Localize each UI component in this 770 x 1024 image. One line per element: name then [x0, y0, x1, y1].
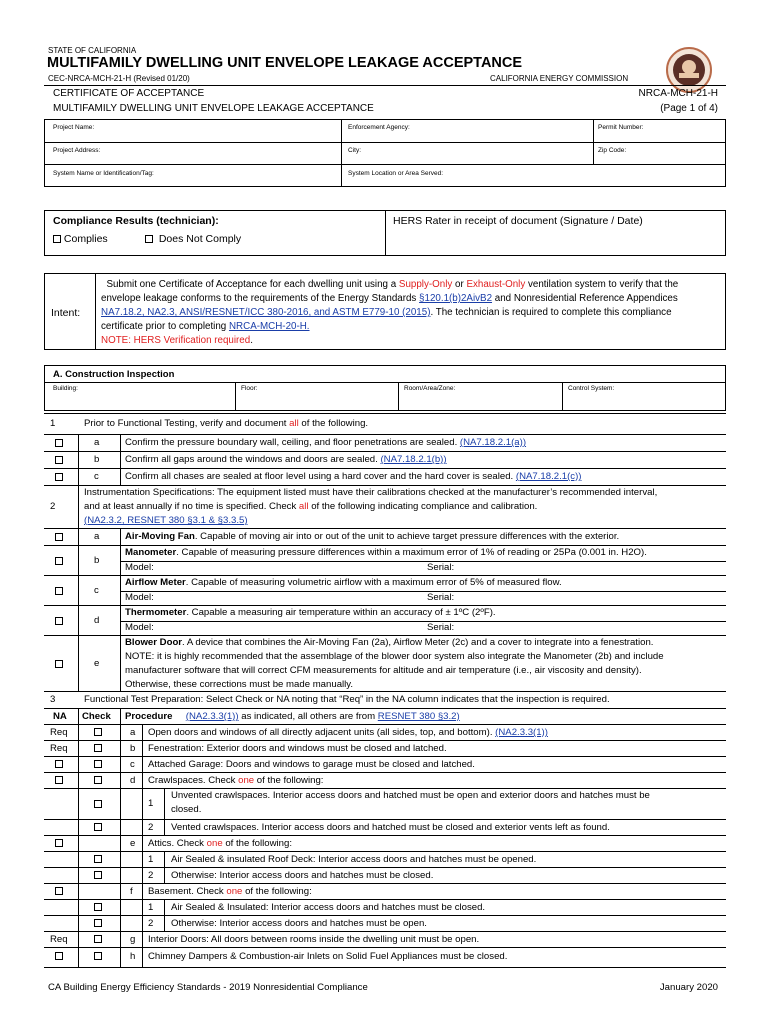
manometer-model-field[interactable]: Model:	[125, 562, 154, 573]
certificate-label: CERTIFICATE OF ACCEPTANCE	[53, 88, 205, 99]
system-location-field[interactable]: System Location or Area Served:	[348, 170, 444, 177]
thermometer-model-field[interactable]: Model:	[125, 622, 154, 633]
item-2c-text: Airflow Meter. Capable of measuring volumetric airflow with a maximum error of 5% of measured flow.	[125, 577, 562, 588]
item-2d-text: Thermometer. Capable a measuring air temperature within an accuracy of ± 1ºC (2ºF).	[125, 607, 496, 618]
item-3-number: 3	[50, 694, 56, 705]
item-3d-na-checkbox[interactable]	[55, 776, 63, 784]
permit-number-field[interactable]: Permit Number:	[598, 124, 644, 131]
enforcement-agency-field[interactable]: Enforcement Agency:	[348, 124, 410, 131]
item-3d-checkbox[interactable]	[94, 776, 102, 784]
item-3e2-text: Otherwise: Interior access doors and hatches must be closed.	[171, 870, 434, 881]
hers-note: NOTE: HERS Verification required	[101, 335, 251, 346]
item-3-text: Functional Test Preparation: Select Check or NA noting that “Req” in the NA column indicates that the inspection is required.	[84, 694, 610, 705]
city-field[interactable]: City:	[348, 147, 361, 154]
project-name-field[interactable]: Project Name:	[53, 124, 95, 131]
item-3e2-checkbox[interactable]	[94, 871, 102, 879]
complies-option[interactable]	[53, 233, 108, 245]
item-3d1-text: Unvented crawlspaces. Interior access doors and hatched must be open and exterior doors and hatches must be closed.	[171, 790, 650, 815]
page-number: (Page 1 of 4)	[660, 103, 718, 114]
item-2b-checkbox[interactable]	[55, 557, 63, 565]
item-2c-checkbox[interactable]	[55, 587, 63, 595]
item-3a-checkbox[interactable]	[94, 728, 102, 736]
intent-box	[44, 273, 726, 350]
item-1-number: 1	[50, 418, 56, 429]
project-address-field[interactable]: Project Address:	[53, 147, 101, 154]
item-3h-na-checkbox[interactable]	[55, 952, 63, 960]
item-3e1-text: Air Sealed & insulated Roof Deck: Interior access doors and hatches must be opened.	[171, 854, 537, 865]
item-3g-text: Interior Doors: All doors between rooms inside the dwelling unit must be open.	[148, 934, 480, 945]
ref-na7-18-2-1c[interactable]: (NA7.18.2.1(c))	[515, 471, 582, 482]
item-2e-text: Blower Door. A device that combines the Air-Moving Fan (2a), Airflow Meter (2c) and a cover to integrate into a fenestration. NOTE: it is highly recommended that the assemblage of the blower door system also integrate the Manometer (2b) and include manufacturer software that will correct CFM measurements for altitude and air temperature (i.e., air viscosity and density). Otherwise, these corrections must be made manually.	[125, 637, 664, 690]
building-field[interactable]: Building:	[53, 385, 78, 392]
not-comply-option[interactable]	[145, 233, 241, 245]
form-title: MULTIFAMILY DWELLING UNIT ENVELOPE LEAKAGE ACCEPTANCE	[47, 55, 523, 71]
item-1a-checkbox[interactable]	[55, 439, 63, 447]
thermometer-serial-field[interactable]: Serial:	[427, 622, 455, 633]
col-procedure-header: Procedure (NA2.3.3(1)) as indicated, all others are from RESNET 380 §3.2)	[125, 711, 460, 722]
col-na-header: NA	[53, 711, 67, 722]
item-3d1-checkbox[interactable]	[94, 800, 102, 808]
item-2d-checkbox[interactable]	[55, 617, 63, 625]
item-3g-checkbox[interactable]	[94, 935, 102, 943]
item-3a-text: Open doors and windows of all directly adjacent units (all sides, top, and bottom). (NA2.3.3(1))	[148, 727, 548, 738]
complies-checkbox[interactable]	[53, 235, 61, 243]
link-na7-18-2[interactable]: NA7.18.2, NA2.3, ANSI/RESNET/ICC 380-2016, and ASTM E779-10 (2015)	[101, 307, 431, 318]
item-2a-text: Air-Moving Fan. Capable of moving air into or out of the unit to achieve target pressure differences with the exterior.	[125, 531, 620, 542]
item-3e-text: Attics. Check one of the following:	[148, 838, 293, 849]
item-2a-checkbox[interactable]	[55, 533, 63, 541]
item-3f2-checkbox[interactable]	[94, 919, 102, 927]
item-2b-text: Manometer. Capable of measuring pressure differences within a maximum error of 1% of reading or 25Pa (0.001 in. H2O).	[125, 547, 647, 558]
system-name-field[interactable]: System Name or Identification/Tag:	[53, 170, 154, 177]
footer-date: January 2020	[659, 982, 718, 993]
room-zone-field[interactable]: Room/Area/Zone:	[404, 385, 456, 392]
ref-na7-18-2-1b[interactable]: (NA7.18.2.1(b))	[380, 454, 447, 465]
compliance-title: Compliance Results (technician):	[53, 215, 219, 227]
item-1b-checkbox[interactable]	[55, 456, 63, 464]
item-2-text: Instrumentation Specifications: The equipment listed must have their calibrations checked at the manufacturer’s recommended interval, and at least annually if no time is specified. Check all of the following indicating compliance and calibration. (NA2.3.2, RESNET 380 §3.1 & §3.3.5)	[84, 487, 658, 526]
item-1-text: Prior to Functional Testing, verify and document all of the following.	[84, 418, 369, 429]
item-3e1-checkbox[interactable]	[94, 855, 102, 863]
col-check-header: Check	[82, 711, 111, 722]
item-2e-checkbox[interactable]	[55, 660, 63, 668]
form-id: NRCA-MCH-21-H	[638, 88, 718, 99]
item-3h-text: Chimney Dampers & Combustion-air Inlets on Solid Fuel Appliances must be closed.	[148, 951, 508, 962]
ref-na2-3-2[interactable]: (NA2.3.2, RESNET 380 §3.1 & §3.3.5)	[84, 515, 248, 526]
item-3d2-checkbox[interactable]	[94, 823, 102, 831]
floor-field[interactable]: Floor:	[241, 385, 258, 392]
item-3e-na-checkbox[interactable]	[55, 839, 63, 847]
hers-signature-field[interactable]: HERS Rater in receipt of document (Signature / Date)	[393, 215, 643, 227]
req-label: Req	[50, 743, 68, 754]
compliance-box	[44, 210, 726, 256]
intent-label: Intent:	[51, 307, 81, 319]
item-3f-na-checkbox[interactable]	[55, 887, 63, 895]
airflow-model-field[interactable]: Model:	[125, 592, 154, 603]
state-label: STATE OF CALIFORNIA	[48, 46, 137, 55]
item-3b-text: Fenestration: Exterior doors and windows must be closed and latched.	[148, 743, 447, 754]
not-comply-label: Does Not Comply	[158, 233, 242, 245]
item-3d-text: Crawlspaces. Check one of the following:	[148, 775, 324, 786]
zip-code-field[interactable]: Zip Code:	[598, 147, 627, 154]
control-system-field[interactable]: Control System:	[568, 385, 615, 392]
item-3c-text: Attached Garage: Doors and windows to garage must be closed and latched.	[148, 759, 475, 770]
cec-seal-icon	[665, 46, 713, 94]
link-120-1[interactable]: §120.1(b)2AivB2	[419, 293, 493, 304]
item-3f1-text: Air Sealed & Insulated: Interior access doors and hatches must be closed.	[171, 902, 486, 913]
form-code: CEC-NRCA-MCH-21-H (Revised 01/20)	[48, 74, 190, 83]
complies-label: Complies	[63, 233, 108, 245]
ref-na7-18-2-1a[interactable]: (NA7.18.2.1(a))	[459, 437, 527, 448]
req-label: Req	[50, 934, 68, 945]
item-3f-text: Basement. Check one of the following:	[148, 886, 312, 897]
item-3b-checkbox[interactable]	[94, 744, 102, 752]
item-1a-text: Confirm the pressure boundary wall, ceiling, and floor penetrations are sealed. (NA7.18.2.1(a))	[125, 437, 527, 448]
item-3f1-checkbox[interactable]	[94, 903, 102, 911]
item-1c-checkbox[interactable]	[55, 473, 63, 481]
req-label: Req	[50, 727, 68, 738]
item-1b-text: Confirm all gaps around the windows and doors are sealed. (NA7.18.2.1(b))	[125, 454, 447, 465]
item-3c-checkbox[interactable]	[94, 760, 102, 768]
section-a-title: A. Construction Inspection	[53, 369, 175, 380]
item-1c-text: Confirm all chases are sealed at floor level using a hard cover and the hard cover is sealed. (NA7.18.2.1(c))	[125, 471, 582, 482]
airflow-serial-field[interactable]: Serial:	[427, 592, 455, 603]
manometer-serial-field[interactable]: Serial:	[427, 562, 455, 573]
footer-standards: CA Building Energy Efficiency Standards - 2019 Nonresidential Compliance	[48, 982, 368, 993]
item-3c-na-checkbox[interactable]	[55, 760, 63, 768]
item-3f2-text: Otherwise: Interior access doors and hatches must be open.	[171, 918, 427, 929]
item-3h-checkbox[interactable]	[94, 952, 102, 960]
link-nrca-mch-20-h[interactable]: NRCA-MCH-20-H.	[228, 321, 310, 332]
item-2-number: 2	[50, 501, 56, 512]
intent-text: Submit one Certificate of Acceptance for each dwelling unit using a Supply-Only or Exhaust-Only ventilation system to verify that the envelope leakage conforms to the requirements of the Energy Standards §120.1(b)2AivB2 and Nonresidential Reference Appendices NA7.18.2, NA2.3, ANSI/RESNET/ICC 380-2016, and ASTM E779-10 (2015). The technician is required to complete this compliance certificate prior to completing NRCA-MCH-20-H. NOTE: HERS Verification required.	[101, 279, 679, 346]
project-info-grid	[44, 119, 726, 187]
form-subtitle: MULTIFAMILY DWELLING UNIT ENVELOPE LEAKAGE ACCEPTANCE	[53, 103, 374, 114]
agency-name: CALIFORNIA ENERGY COMMISSION	[490, 74, 629, 83]
item-3d2-text: Vented crawlspaces. Interior access doors and hatched must be closed and exterior vents left as found.	[171, 822, 610, 833]
not-comply-checkbox[interactable]	[145, 235, 153, 243]
construction-inspection-box	[44, 365, 726, 411]
